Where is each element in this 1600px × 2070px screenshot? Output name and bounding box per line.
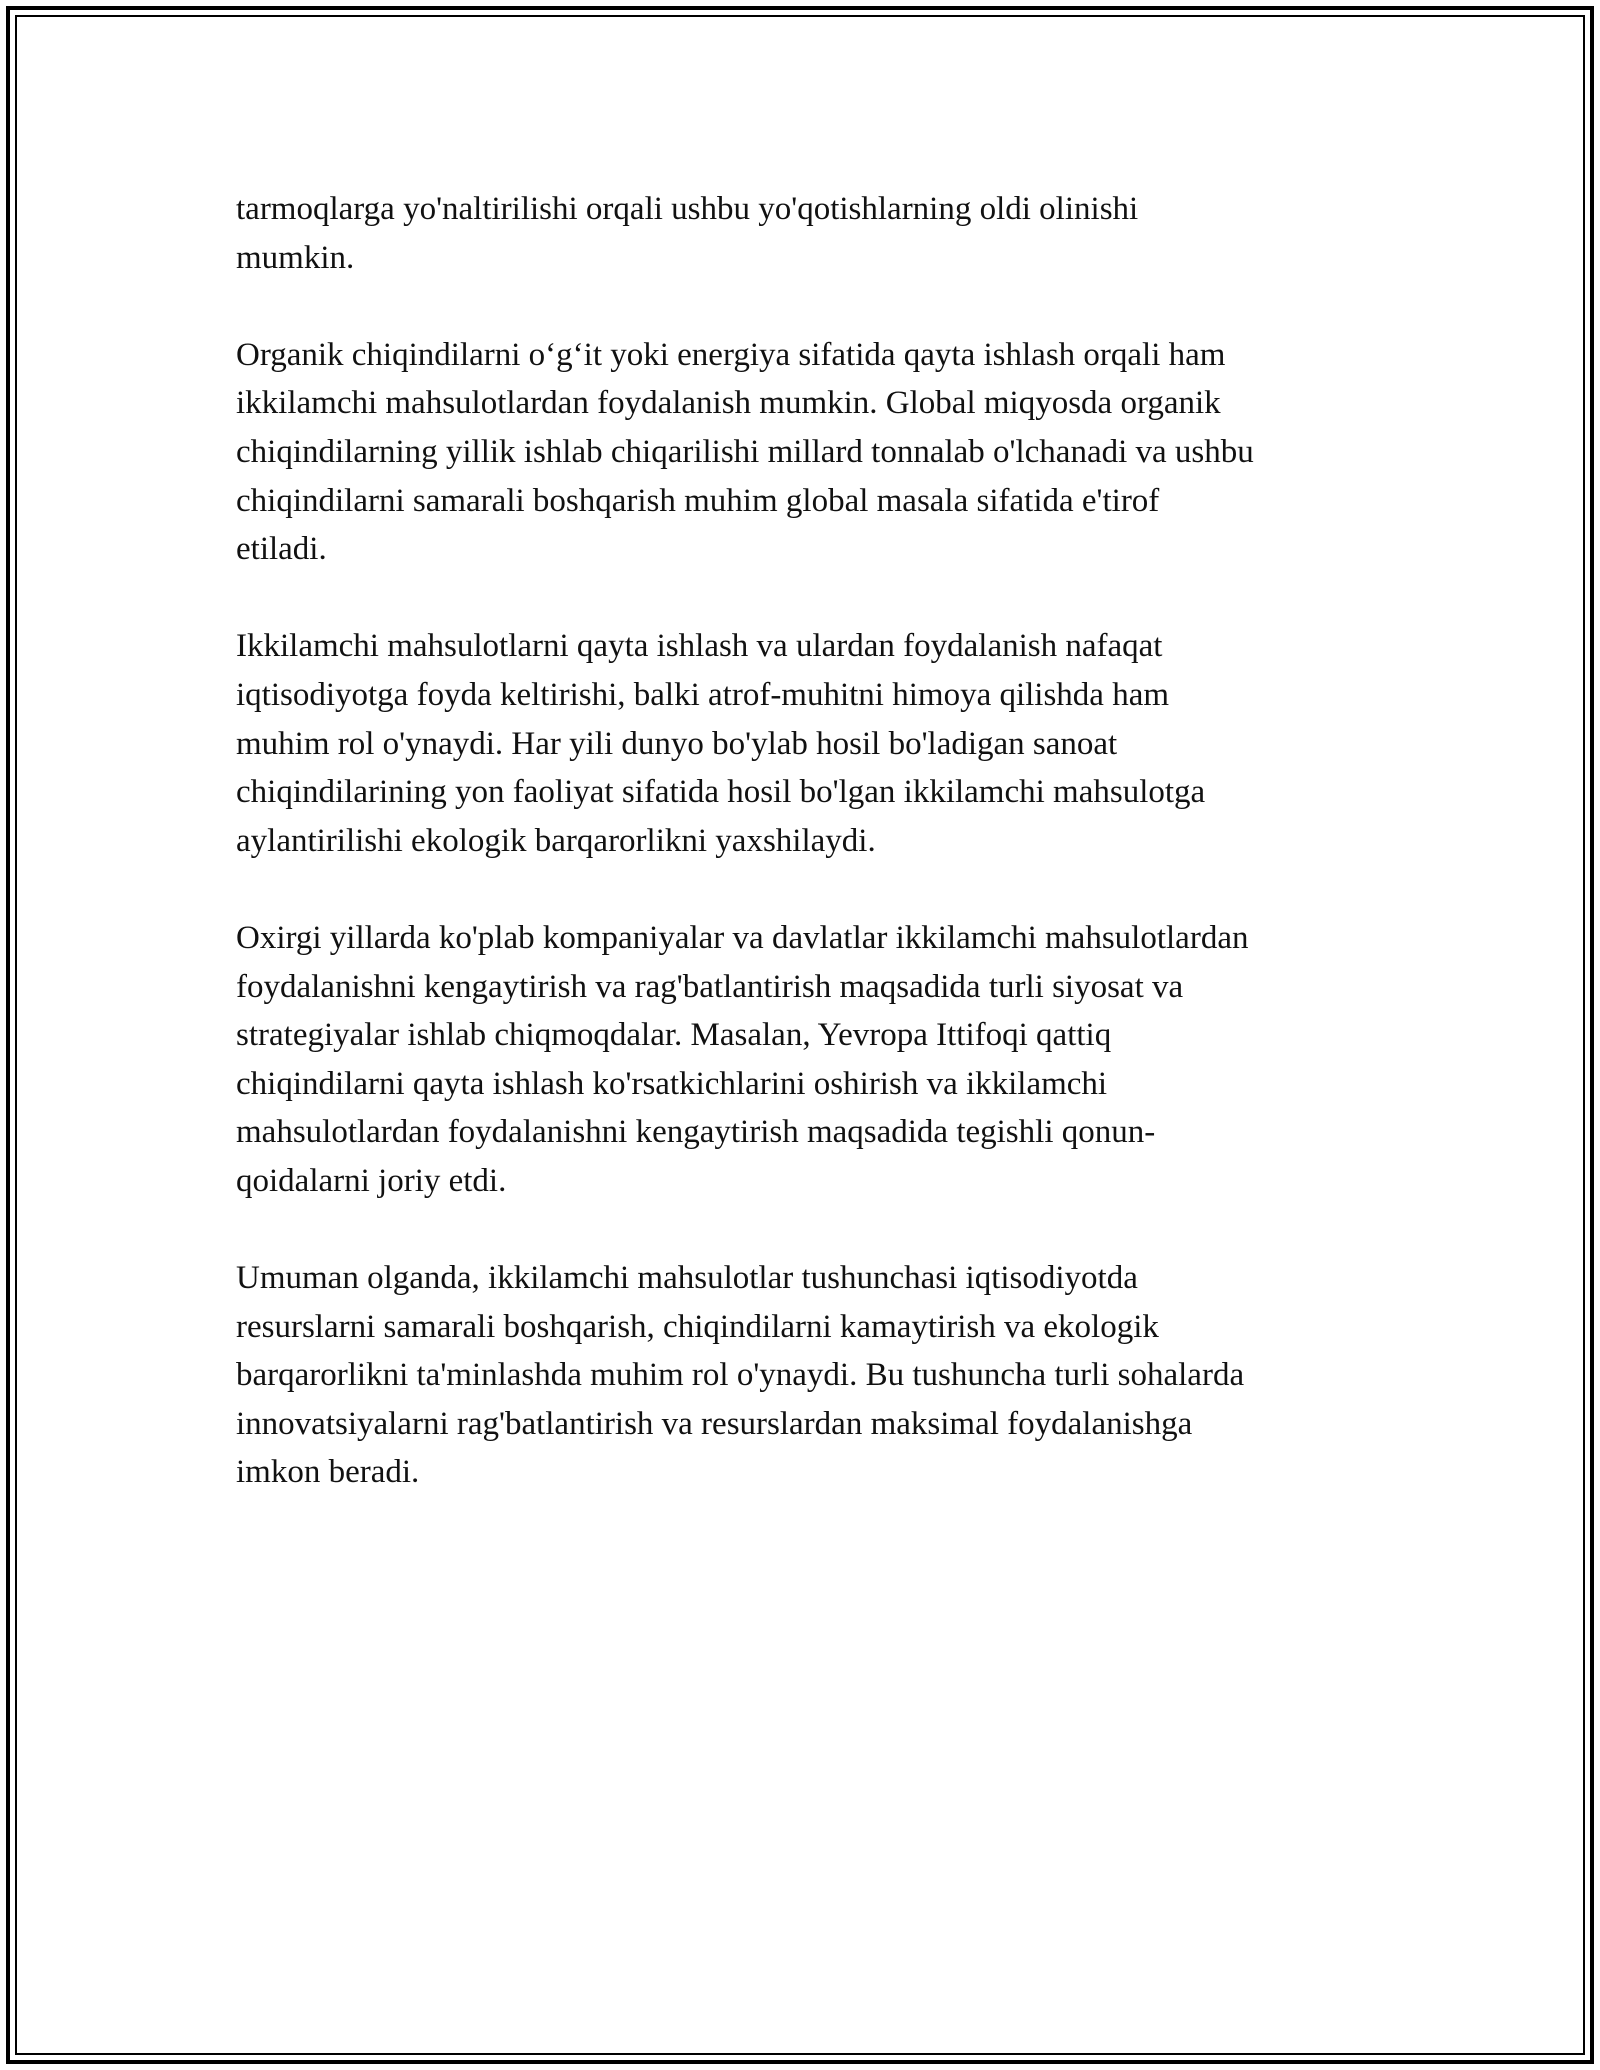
text-line: Ikkilamchi mahsulotlarni qayta ishlash va ulardan foydalanish nafaqat	[236, 628, 1163, 665]
text-line: innovatsiyalarni rag'batlantirish va resurslardan maksimal foydalanishga	[236, 1405, 1193, 1442]
text-line: tarmoqlarga yo'naltirilishi orqali ushbu yo'qotishlarning oldi olinishi	[236, 191, 1139, 227]
text-line: chiqindilarining yon faoliyat sifatida hosil bo'lgan ikkilamchi mahsulotga	[236, 774, 1206, 811]
text-line: iqtisodiyotga foyda keltirishi, balki atrof-muhitni himoya qilishda ham	[236, 676, 1170, 713]
paragraph-1	[236, 185, 1406, 282]
text-line: strategiyalar ishlab chiqmoqdalar. Masalan, Yevropa Ittifoqi qattiq	[236, 1017, 1112, 1054]
text-line: resurslarni samarali boshqarish, chiqindilarni kamaytirish va ekologik	[236, 1308, 1159, 1345]
paragraph-5	[236, 1254, 1406, 1497]
text-line: chiqindilarni samarali boshqarish muhim global masala sifatida e'tirof	[236, 482, 1160, 519]
text-line: mahsulotlardan foydalanishni kengaytirish maqsadida tegishli qonun-	[236, 1114, 1156, 1151]
text-line: foydalanishni kengaytirish va rag'batlantirish maqsadida turli siyosat va	[236, 968, 1184, 1005]
text-line: ikkilamchi mahsulotlardan foydalanish mumkin. Global miqyosda organik	[236, 385, 1221, 422]
text-line: aylantirilishi ekologik barqarorlikni yaxshilaydi.	[236, 822, 876, 859]
text-line: Oxirgi yillarda ko'plab kompaniyalar va davlatlar ikkilamchi mahsulotlardan	[236, 919, 1249, 956]
document-body	[236, 185, 1406, 1546]
text-line: mumkin.	[236, 239, 355, 276]
text-line: chiqindilarni qayta ishlash ko'rsatkichlarini oshirish va ikkilamchi	[236, 1065, 1108, 1102]
paragraph-4	[236, 914, 1406, 1206]
text-line: Organik chiqindilarni o‘g‘it yoki energiya sifatida qayta ishlash orqali ham	[236, 336, 1226, 373]
text-line: qoidalarni joriy etdi.	[236, 1162, 507, 1199]
paragraph-3	[236, 622, 1406, 865]
text-line: etiladi.	[236, 531, 327, 568]
text-line: muhim rol o'ynaydi. Har yili dunyo bo'ylab hosil bo'ladigan sanoat	[236, 725, 1118, 762]
text-line: chiqindilarning yillik ishlab chiqarilishi millard tonnalab o'lchanadi va ushbu	[236, 433, 1254, 470]
text-line: barqarorlikni ta'minlashda muhim rol o'ynaydi. Bu tushuncha turli sohalarda	[236, 1357, 1245, 1394]
text-line: imkon beradi.	[236, 1454, 420, 1491]
paragraph-2	[236, 331, 1406, 574]
text-line: Umuman olganda, ikkilamchi mahsulotlar tushunchasi iqtisodiyotda	[236, 1260, 1138, 1297]
